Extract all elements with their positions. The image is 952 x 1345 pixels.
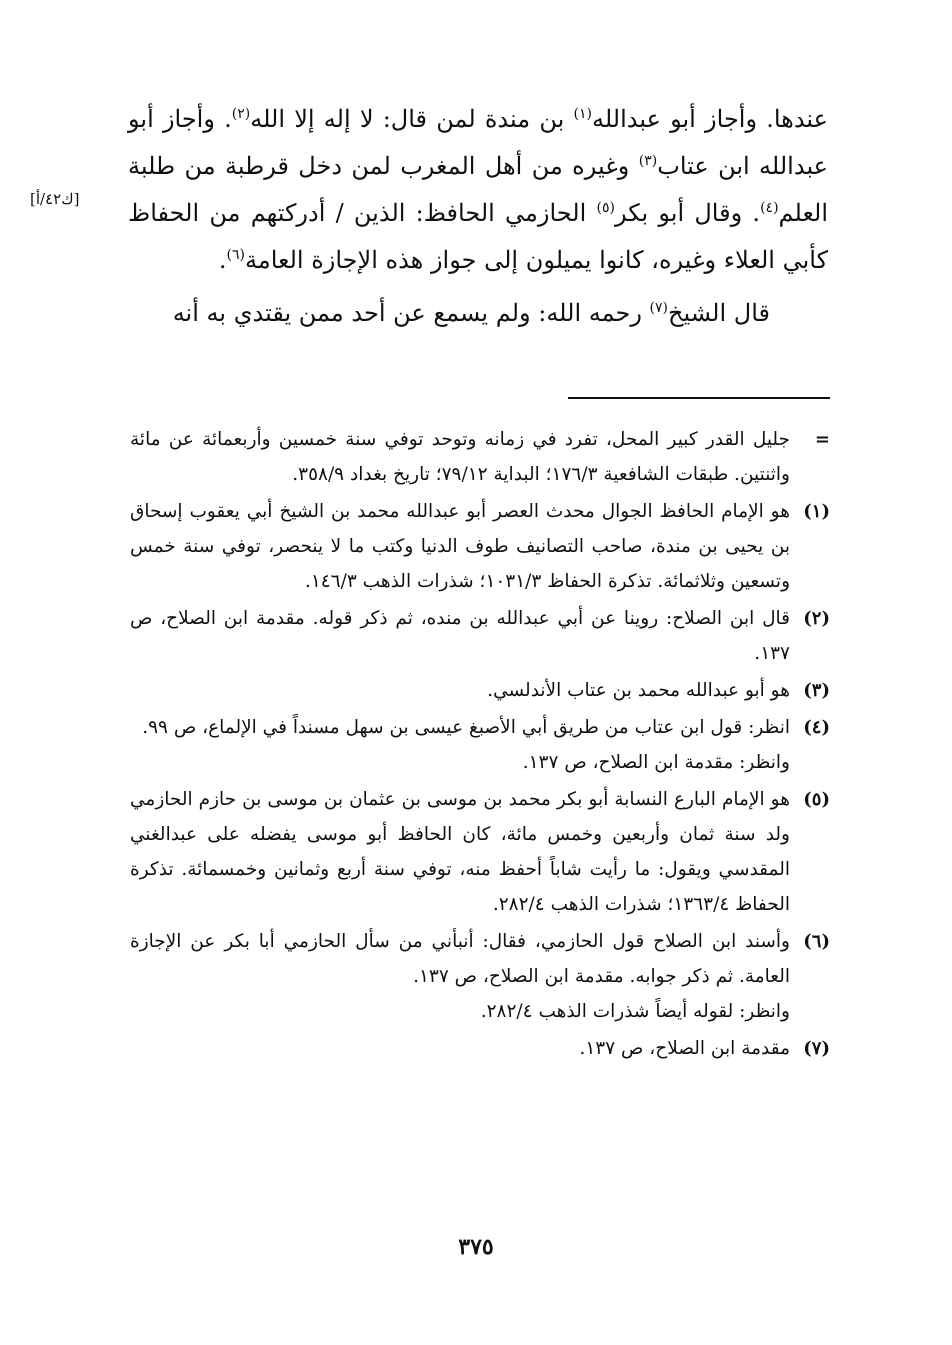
footnote-line: هو أبو عبدالله محمد بن عتاب الأندلسي. [487,680,790,701]
footnote-line: هو الإمام الحافظ الجوال محدث العصر أبو عبدالله محمد بن الشيخ أبي يعقوب إسحاق بن يحيى بن مندة، صاحب التصانيف طوف الدنيا وكتب ما لا ينحصر، توفي سنة خمس وتسعين وثلاثمائة. تذكرة الحفاظ ١٠٣١/٣؛ شذرات الذهب ١٤٦/٣. [130,501,790,592]
footnote-6 [130,924,830,1029]
paragraph-2 [128,290,828,337]
footnote-body [130,422,790,492]
footnote-ref-4: (٤) [760,200,779,216]
footnote-ref-3: (٣) [638,153,658,169]
footnote-line: جليل القدر كبير المحل، تفرد في زمانه وتوحد توفي سنة خمسين وأربعمائة عن مائة واثنتين. طبقات الشافعية ١٧٦/٣؛ البداية ٧٩/١٢؛ تاريخ بغداد ٣٥٨/٩. [130,429,790,485]
footnote-number: (٦) [803,931,830,952]
footnote-1 [130,494,830,599]
footnote-body [130,1031,790,1066]
footnote-line: مقدمة ابن الصلاح، ص ١٣٧. [579,1038,790,1059]
footnote-3 [130,673,830,708]
footnote-line: وانظر: لقوله أيضاً شذرات الذهب ٢٨٢/٤. [480,1001,790,1022]
footnote-body [130,494,790,599]
text-run: . [218,246,227,274]
footnote-5 [130,782,830,922]
footnote-line: وانظر: مقدمة ابن الصلاح، ص ١٣٧. [522,752,790,773]
footnote-ref-7: (٧) [649,300,669,316]
footnote-number: (٢) [803,608,830,629]
text-run: بن مندة لمن قال: لا إله إلا الله [250,105,574,133]
footnote-number: (٤) [803,717,830,738]
footnote-line: انظر: قول ابن عتاب من طريق أبي الأصبغ عيسى بن سهل مسنداً في الإلماع، ص ٩٩. [142,717,790,738]
footnote-number: (٥) [803,789,830,810]
footnote-body [130,924,790,1029]
footnote-ref-6: (٦) [226,247,245,263]
text-run: قال الشيخ [668,299,770,327]
text-run: وغيره من أهل المغرب لمن دخل قرطبة من طلبة العلم [128,152,829,227]
footnote-body [130,673,790,708]
text-run: عندها. وأجاز أبو عبدالله [591,105,828,133]
footnote-number: (٧) [803,1038,830,1059]
footnotes [130,422,830,1068]
footnote-separator [568,397,830,399]
main-text [128,96,828,337]
footnote-ref-2: (٢) [231,106,251,122]
footnote-body [130,601,790,671]
footnote-body [130,710,790,780]
page-number: ٣٧٥ [458,1234,494,1260]
footnote-number: = [814,429,830,450]
footnote-line: وأسند ابن الصلاح قول الحازمي، فقال: أنبأني من سأل الحازمي أبا بكر عن الإجازة العامة. ثم ذكر جوابه. مقدمة ابن الصلاح، ص ١٣٧. [130,931,790,987]
footnote-7 [130,1031,830,1066]
footnote-ref-5: (٥) [596,200,615,216]
paragraph-1 [128,96,828,284]
footnote-ref-1: (١) [573,106,592,122]
footnote-2 [130,601,830,671]
text-run: رحمه الله: ولم يسمع عن أحد ممن يقتدي به أنه [172,299,650,327]
footnote-body [130,782,790,922]
footnote-number: (٣) [803,680,830,701]
text-run: . وأجاز أبو عبدالله ابن عتاب [128,105,829,180]
footnote-line: قال ابن الصلاح: روينا عن أبي عبدالله بن منده، ثم ذكر قوله. مقدمة ابن الصلاح، ص ١٣٧. [130,608,790,664]
manuscript-folio-marker: [ك٤٢/أ] [30,190,80,208]
text-run: . وقال أبو بكر [614,199,761,227]
footnote-line: هو الإمام البارع النسابة أبو بكر محمد بن موسى بن عثمان بن موسى بن حازم الحازمي ولد سنة ثمان وأربعين وخمس مائة، كان الحافظ أبو موسى يفضله على عبدالغني المقدسي ويقول: ما رأيت شاباً أحفظ منه، توفي سنة أربع وثمانين وخمسمائة. تذكرة الحفاظ ١٣٦٣/٤؛ شذرات الذهب ٢٨٢/٤. [130,789,790,915]
footnote-4 [130,710,830,780]
footnote-number: (١) [803,501,830,522]
text-run: الحازمي الحافظ: الذين / أدركتهم من الحفاظ كأبي العلاء وغيره، كانوا يميلون إلى جواز هذه الإجازة العامة [128,199,828,274]
footnote-continuation [130,422,830,492]
